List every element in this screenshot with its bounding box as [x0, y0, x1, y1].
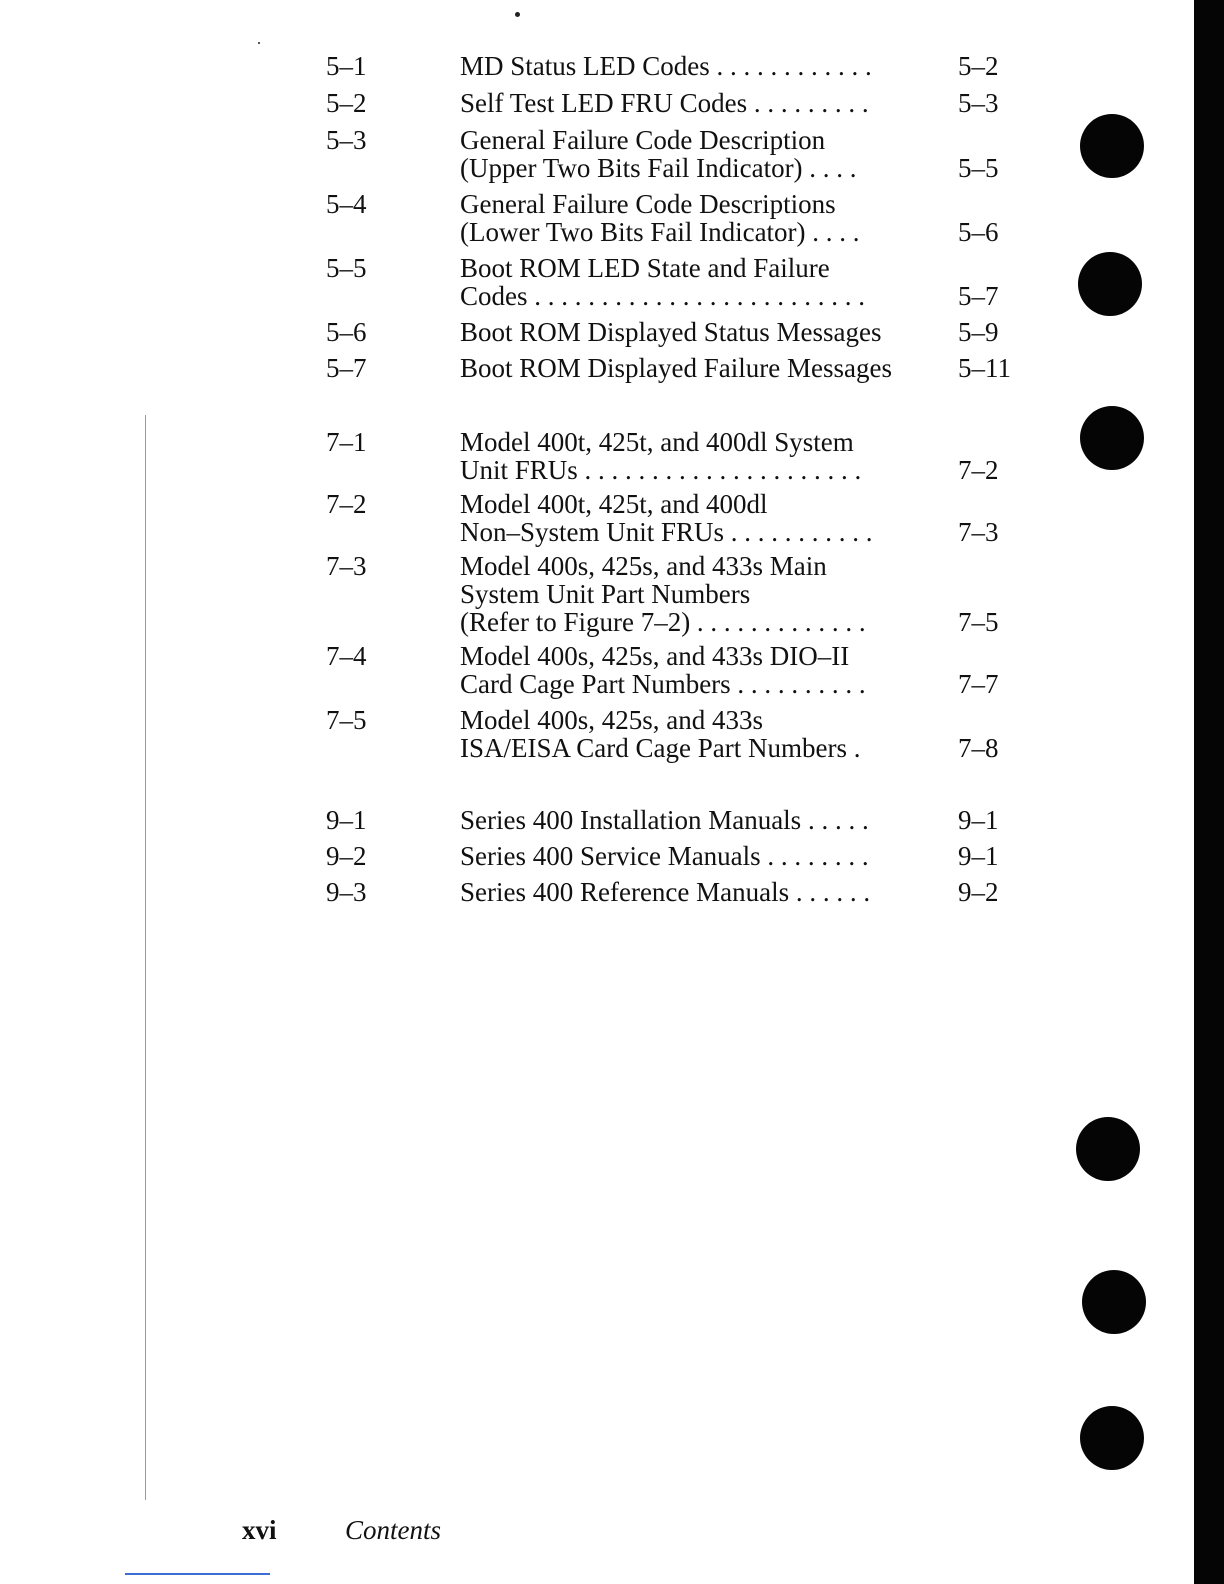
- entry-number: 7–2: [326, 489, 367, 519]
- binding-edge-strip: [1194, 0, 1224, 1584]
- entry-page-number: 5–6: [958, 217, 999, 247]
- entry-title-line: Card Cage Part Numbers . . . . . . . . . .: [460, 669, 866, 699]
- entry-title-line: Model 400s, 425s, and 433s Main: [460, 551, 827, 581]
- entry-title-line: Boot ROM Displayed Status Messages: [460, 317, 882, 347]
- entry-title-line: (Refer to Figure 7–2) . . . . . . . . . . . . .: [460, 607, 866, 637]
- page-folio: xvi: [242, 1515, 277, 1545]
- entry-page-number: 5–9: [958, 317, 999, 347]
- entry-title-line: Model 400s, 425s, and 433s: [460, 705, 763, 735]
- entry-page-number: 5–11: [958, 353, 1011, 383]
- entry-number: 9–2: [326, 841, 367, 871]
- entry-number: 5–5: [326, 253, 367, 283]
- entry-title-line: General Failure Code Description: [460, 125, 826, 155]
- entry-title-line: System Unit Part Numbers: [460, 579, 751, 609]
- gutter-line: [145, 415, 146, 1500]
- entry-title-line: Model 400t, 425t, and 400dl: [460, 489, 768, 519]
- entry-title: [460, 806, 930, 834]
- entry-number: 9–1: [326, 805, 367, 835]
- punch-hole-3: [1080, 406, 1144, 470]
- entry-title-line: Series 400 Reference Manuals . . . . . .: [460, 877, 871, 907]
- entry-title-line: Boot ROM Displayed Failure Messages: [460, 353, 892, 383]
- entry-page-number: 5–3: [958, 88, 999, 118]
- entry-title: [460, 52, 930, 80]
- entry-title: [460, 490, 930, 546]
- punch-hole-5: [1082, 1270, 1146, 1334]
- entry-title: [460, 878, 930, 906]
- entry-title: [460, 126, 930, 182]
- entry-title: [460, 642, 930, 698]
- entry-title: [460, 706, 930, 762]
- entry-title: [460, 428, 930, 484]
- entry-title-line: Model 400t, 425t, and 400dl System: [460, 427, 854, 457]
- entry-title: [460, 190, 930, 246]
- entry-number: 5–3: [326, 125, 367, 155]
- scan-speck: [515, 12, 520, 17]
- scan-speck-corner: [258, 42, 260, 44]
- entry-title-line: ISA/EISA Card Cage Part Numbers .: [460, 733, 861, 763]
- entry-page-number: 7–3: [958, 517, 999, 547]
- entry-title-line: Unit FRUs . . . . . . . . . . . . . . . . . . . . .: [460, 455, 862, 485]
- entry-number: 7–3: [326, 551, 367, 581]
- punch-hole-4: [1076, 1117, 1140, 1181]
- entry-title-line: Model 400s, 425s, and 433s DIO–II: [460, 641, 850, 671]
- entry-page-number: 9–1: [958, 805, 999, 835]
- entry-page-number: 9–2: [958, 877, 999, 907]
- entry-number: 7–4: [326, 641, 367, 671]
- entry-page-number: 9–1: [958, 841, 999, 871]
- entry-number: 7–5: [326, 705, 367, 735]
- entry-number: 5–4: [326, 189, 367, 219]
- entry-title-line: Series 400 Installation Manuals . . . . .: [460, 805, 869, 835]
- entry-number: 5–2: [326, 88, 367, 118]
- entry-title-line: MD Status LED Codes . . . . . . . . . . . .: [460, 51, 872, 81]
- punch-hole-6: [1080, 1406, 1144, 1470]
- entry-number: 9–3: [326, 877, 367, 907]
- entry-title: [460, 842, 930, 870]
- punch-hole-1: [1080, 114, 1144, 178]
- entry-page-number: 5–7: [958, 281, 999, 311]
- entry-number: 5–7: [326, 353, 367, 383]
- entry-page-number: 5–5: [958, 153, 999, 183]
- entry-number: 5–6: [326, 317, 367, 347]
- entry-page-number: 7–8: [958, 733, 999, 763]
- entry-title: [460, 89, 930, 117]
- entry-title: [460, 318, 930, 346]
- entry-page-number: 7–5: [958, 607, 999, 637]
- entry-title: [460, 552, 930, 636]
- entry-title: [460, 354, 930, 382]
- entry-title-line: Self Test LED FRU Codes . . . . . . . . .: [460, 88, 869, 118]
- entry-page-number: 5–2: [958, 51, 999, 81]
- entry-number: 7–1: [326, 427, 367, 457]
- entry-title-line: Boot ROM LED State and Failure: [460, 253, 830, 283]
- entry-title-line: Non–System Unit FRUs . . . . . . . . . . .: [460, 517, 873, 547]
- entry-title: [460, 254, 930, 310]
- entry-title-line: Series 400 Service Manuals . . . . . . . .: [460, 841, 869, 871]
- entry-page-number: 7–2: [958, 455, 999, 485]
- entry-title-line: General Failure Code Descriptions: [460, 189, 836, 219]
- entry-title-line: Codes . . . . . . . . . . . . . . . . . . . . . . . . .: [460, 281, 865, 311]
- entry-title-line: (Lower Two Bits Fail Indicator) . . . .: [460, 217, 860, 247]
- entry-number: 5–1: [326, 51, 367, 81]
- scan-edge-mark: [125, 1573, 270, 1575]
- punch-hole-2: [1078, 252, 1142, 316]
- running-footer-title: Contents: [345, 1515, 442, 1545]
- entry-title-line: (Upper Two Bits Fail Indicator) . . . .: [460, 153, 857, 183]
- entry-page-number: 7–7: [958, 669, 999, 699]
